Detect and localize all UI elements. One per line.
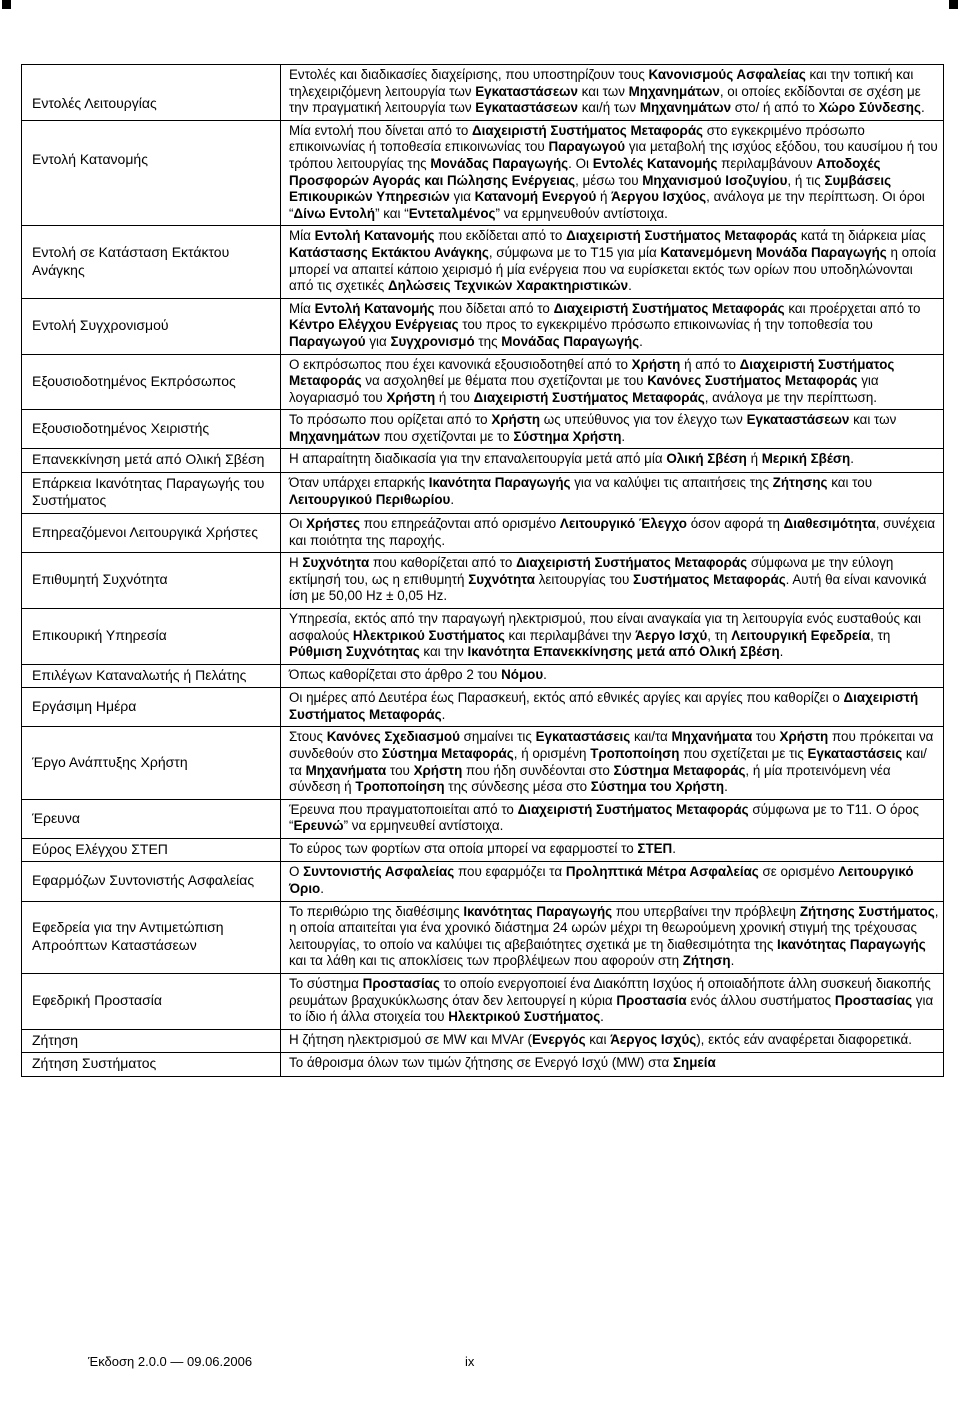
- definition-text: για να καλύψει τις απαιτήσεις της: [570, 474, 773, 490]
- definition-text: και την τοπική και τηλεχειριζόμενη λειτουργία των: [289, 67, 914, 99]
- glossary-term: Εξουσιοδοτημένος Χειριστής: [22, 410, 281, 449]
- glossary-definition: [281, 799, 944, 838]
- defined-term-ref: Άεργο Ισχύ: [635, 627, 708, 643]
- defined-term-ref: Άεργου Ισχύος: [611, 189, 707, 205]
- definition-text: Το σύστημα: [289, 976, 363, 992]
- definition-text: που εφαρμόζει τα: [454, 864, 566, 880]
- definition-text: Το άθροισμα όλων των τιμών ζήτησης σε Ενεργό Ισχύ (MW) στα: [289, 1055, 673, 1071]
- definition-text: , ή μία προτεινόμενη νέα σύνδεση ή: [289, 762, 891, 795]
- defined-term-ref: Χρήστες: [306, 515, 360, 531]
- definition-text: Το πρόσωπο που ορίζεται από το: [289, 412, 492, 428]
- glossary-row: [22, 120, 944, 226]
- glossary-term: Εντολές Λειτουργίας: [22, 65, 281, 121]
- definition-text: ή: [746, 451, 762, 467]
- glossary-term: Εντολή Κατανομής: [22, 120, 281, 226]
- definition-text: να ασχοληθεί με θέματα που σχετίζονται με του: [361, 373, 648, 389]
- defined-term-ref: Ρύθμιση Συχνότητας: [289, 644, 420, 660]
- definition-text: ), εκτός εάν αναφέρεται διαφορετικά.: [696, 1031, 912, 1047]
- defined-term-ref: Σύστημα Μεταφοράς: [381, 746, 514, 761]
- defined-term-ref: Μονάδας Παραγωγής: [430, 155, 569, 171]
- definition-text: της σύνδεσης μέσα στο: [444, 779, 591, 795]
- definition-text: .: [639, 333, 643, 349]
- defined-term-ref: Εγκαταστάσεων: [475, 100, 579, 116]
- definition-text: ή από το: [680, 356, 740, 372]
- footer-page-number: ix: [465, 1354, 475, 1369]
- glossary-definition: [281, 608, 944, 664]
- definition-text: και την: [419, 644, 468, 660]
- defined-term-ref: Διαχειριστή Συστήματος Μεταφοράς: [517, 801, 749, 817]
- definition-text: για το ίδιο ή άλλα στοιχεία του: [289, 992, 934, 1025]
- definition-text: σε ορισμένο: [758, 864, 839, 880]
- defined-term-ref: Λειτουργικό Έλεγχο: [559, 515, 687, 531]
- defined-term-ref: Εντολή Κατανομής: [314, 228, 435, 244]
- definition-text: .: [320, 881, 324, 897]
- glossary-definition: [281, 472, 944, 513]
- definition-text: για λογαριασμό του: [289, 373, 879, 405]
- definition-text: που σχετίζεται με τις: [679, 746, 808, 761]
- defined-term-ref: Δίνω Εντολή: [293, 205, 376, 221]
- defined-term-ref: Μηχανημάτων: [289, 428, 381, 444]
- definition-text: για μεταβολή της ισχύος εξόδου, του καυσίμου ή του τρόπου λειτουργίας της: [289, 139, 938, 171]
- defined-term-ref: Αποδοχές Προσφορών Αγοράς και Πώλησης Ενέργειας: [289, 155, 881, 188]
- glossary-row: [22, 449, 944, 473]
- glossary-definition: [281, 901, 944, 973]
- defined-term-ref: Μηχανημάτων: [639, 100, 732, 116]
- definition-text: ως υπεύθυνος για τον έλεγχο των: [540, 412, 747, 428]
- defined-term-ref: Σύστημα Μεταφοράς: [613, 762, 746, 778]
- glossary-term: Έργο Ανάπτυξης Χρήστη: [22, 727, 281, 799]
- glossary-definition: [281, 727, 944, 799]
- definition-text: και: [585, 1031, 611, 1047]
- definition-text: του: [386, 762, 414, 778]
- defined-term-ref: Συστήματος Μεταφοράς: [633, 571, 786, 587]
- defined-term-ref: Σύστημα του Χρήστη: [590, 779, 725, 795]
- defined-term-ref: Σημεία: [673, 1055, 716, 1071]
- defined-term-ref: Προστασίας: [362, 976, 440, 992]
- definition-text: ” να ερμηνευθούν αντίστοιχα.: [495, 205, 668, 221]
- glossary-definition: [281, 449, 944, 473]
- definition-text: και περιλαμβάνει την: [504, 627, 636, 643]
- definition-text: λειτουργίας του: [535, 571, 634, 587]
- defined-term-ref: Εγκαταστάσεων: [746, 412, 850, 428]
- defined-term-ref: Ηλεκτρικού Συστήματος: [448, 1009, 601, 1025]
- definition-text: ή του: [435, 389, 474, 405]
- definition-text: .: [441, 706, 446, 722]
- definition-text: και/τα: [289, 746, 927, 778]
- defined-term-ref: Μηχανήματα: [671, 729, 753, 745]
- glossary-row: [22, 298, 944, 354]
- definition-text: το οποίο ενεργοποιεί ένα Διακόπτη Ισχύος ή οποιαδήποτε άλλη συσκευή διακοπής ρευμάτων βραχυκύκλωσης όταν δεν λειτουργεί η κύρια: [289, 976, 931, 1008]
- defined-term-ref: Προστασίας: [834, 992, 913, 1008]
- definition-text: .: [543, 666, 547, 682]
- definition-text: .: [621, 428, 626, 444]
- defined-term-ref: Χρήστη: [491, 412, 541, 428]
- defined-term-ref: Διαχειριστή Συστήματος Μεταφοράς: [516, 555, 748, 571]
- defined-term-ref: Μονάδας Παραγωγής: [501, 333, 640, 349]
- glossary-definition: [281, 513, 944, 552]
- definition-text: Η απαραίτητη διαδικασία για την επαναλειτουργία μετά από μία: [289, 451, 667, 467]
- defined-term-ref: ΣΤΕΠ: [637, 840, 673, 856]
- definition-text: , η οποία απαιτείται για ένα χρονικό διάστημα 24 ωρών μέχρι τη θεωρούμενη χρονική στιγμή της τρέχουσας λειτουργίας, το οποίο να καλύψει τις αβεβαιότητες σχετικά με τη διαθεσιμότητα της: [289, 903, 939, 952]
- defined-term-ref: Τροποποίηση: [355, 779, 445, 795]
- glossary-definition: [281, 410, 944, 449]
- definition-text: ” να ερμηνευθεί αντίστοιχα.: [343, 818, 504, 834]
- corner-mark-left: [2, 0, 11, 9]
- defined-term-ref: Ενεργός: [531, 1031, 586, 1047]
- glossary-term: Επιθυμητή Συχνότητα: [22, 553, 281, 609]
- definition-text: .: [850, 451, 854, 467]
- definition-text: που πρόκειται να συνδεθούν στο: [289, 729, 934, 761]
- definition-text: Ο εκπρόσωπος που έχει κανονικά εξουσιοδοτηθεί από το: [289, 356, 632, 372]
- defined-term-ref: Χρήστη: [413, 762, 463, 778]
- definition-text: που εκδίδεται από το: [434, 228, 567, 244]
- glossary-definition: [281, 838, 944, 862]
- definition-text: της: [474, 333, 502, 349]
- glossary-definition: [281, 553, 944, 609]
- definition-text: .: [779, 644, 784, 660]
- definition-text: στο/ ή από το: [731, 100, 819, 116]
- definition-text: Εντολές και διαδικασίες διαχείρισης, που υποστηρίζουν τους: [289, 67, 649, 82]
- definition-text: Οι ημέρες από Δευτέρα έως Παρασκευή, εκτός από εθνικές αργίες και αργίες που καθορίζει ο: [289, 690, 844, 706]
- definition-text: του: [752, 729, 780, 745]
- defined-term-ref: Μηχανισμού Ισοζυγίου: [642, 172, 788, 188]
- definition-text: Όταν υπάρχει επαρκής: [289, 474, 429, 490]
- glossary-row: [22, 1053, 944, 1077]
- defined-term-ref: Νόμου: [501, 666, 544, 682]
- definition-text: , ανάλογα με την περίπτωση.: [704, 389, 877, 405]
- definition-text: που ήδη συνδέονται στο: [462, 762, 614, 778]
- defined-term-ref: Κέντρο Ελέγχου Ενέργειας: [289, 317, 459, 333]
- glossary-term: Ζήτηση: [22, 1029, 281, 1053]
- definition-text: Το περιθώριο της διαθέσιμης: [289, 903, 464, 919]
- defined-term-ref: Κανόνες Συστήματος Μεταφοράς: [647, 373, 858, 389]
- glossary-row: [22, 472, 944, 513]
- definition-text: .: [672, 840, 676, 856]
- defined-term-ref: Παραγωγού: [289, 333, 366, 349]
- defined-term-ref: Ικανότητα Παραγωγής: [428, 474, 571, 490]
- definition-text: .: [724, 779, 728, 795]
- defined-term-ref: Συχνότητα: [468, 571, 536, 587]
- glossary-row: [22, 974, 944, 1030]
- glossary-term: Ζήτηση Συστήματος: [22, 1053, 281, 1077]
- glossary-definition: [281, 688, 944, 727]
- definition-text: που υπερβαίνει την πρόβλεψη: [612, 903, 800, 919]
- definition-text: Μία εντολή που δίνεται από το: [289, 122, 472, 138]
- definition-text: περιλαμβάνουν: [717, 155, 817, 171]
- definition-text: ” και “: [375, 205, 409, 221]
- definition-text: , τη: [870, 627, 891, 643]
- glossary-term: Επικουρική Υπηρεσία: [22, 608, 281, 664]
- definition-text: Υπηρεσία, εκτός από την παραγωγή ηλεκτρισμού, που είναι αναγκαία για τη λειτουργία ενός ευσταθούς και ασφαλούς: [289, 610, 921, 643]
- defined-term-ref: Δηλώσεις Τεχνικών Χαρακτηριστικών: [387, 278, 629, 294]
- definition-text: Μία: [289, 300, 315, 316]
- definition-text: που καθορίζεται από το: [369, 555, 517, 571]
- defined-term-ref: Κατάστασης Εκτάκτου Ανάγκης: [289, 244, 489, 260]
- glossary-definition: [281, 354, 944, 410]
- corner-mark-right: [949, 0, 958, 9]
- definition-text: , μέσω του: [575, 172, 643, 188]
- definition-text: , τη: [707, 627, 732, 643]
- glossary-definition: [281, 664, 944, 688]
- defined-term-ref: Σύστημα Χρήστη: [513, 428, 622, 444]
- defined-term-ref: Ζήτηση: [682, 953, 731, 969]
- definition-text: Οι: [289, 515, 307, 531]
- definition-text: του προς το εγκεκριμένο πρόσωπο επικοινωνίας ή την τοποθεσία του: [458, 317, 873, 333]
- definition-text: , ανάλογα με την περίπτωση. Οι όροι “: [289, 189, 925, 221]
- glossary-row: [22, 354, 944, 410]
- definition-text: κατά τη διάρκεια μίας: [797, 228, 926, 244]
- defined-term-ref: Χώρο Σύνδεσης: [818, 100, 921, 116]
- defined-term-ref: Ηλεκτρικού Συστήματος: [352, 627, 505, 643]
- defined-term-ref: Χρήστη: [386, 389, 436, 405]
- definition-text: που επηρεάζονται από ορισμένο: [359, 515, 560, 531]
- definition-text: , οι οποίες εκδίδονται σε σχέση με την πραγματική λειτουργία των: [289, 83, 921, 116]
- definition-text: σημαίνει τις: [459, 729, 536, 745]
- definition-text: . Οι: [568, 155, 593, 171]
- defined-term-ref: Κανόνες Σχεδιασμού: [326, 729, 460, 745]
- definition-text: και των: [577, 83, 629, 99]
- defined-term-ref: Συμβάσεις Επικουρικών Υπηρεσιών: [289, 172, 892, 205]
- glossary-definition: [281, 974, 944, 1030]
- defined-term-ref: Λειτουργικού Περιθωρίου: [289, 491, 451, 507]
- definition-text: Η: [289, 555, 303, 571]
- defined-term-ref: Κανονισμούς Ασφαλείας: [648, 67, 806, 82]
- glossary-definition: [281, 1029, 944, 1053]
- defined-term-ref: Παραγωγού: [548, 139, 626, 155]
- footer-edition: Έκδοση 2.0.0 — 09.06.2006: [88, 1354, 253, 1369]
- glossary-definition: [281, 226, 944, 298]
- glossary-row: [22, 862, 944, 901]
- defined-term-ref: Συντονιστής Ασφαλείας: [303, 864, 455, 880]
- defined-term-ref: Ικανότητα Επανεκκίνησης μετά από Ολική Σβέση: [467, 644, 780, 660]
- glossary-row: [22, 553, 944, 609]
- defined-term-ref: Εγκαταστάσεις: [535, 729, 631, 745]
- definition-text: σύμφωνα με την εύλογη εκτίμησή του, ως η επιθυμητή: [289, 555, 894, 587]
- defined-term-ref: Προληπτικά Μέτρα Ασφαλείας: [565, 864, 759, 880]
- definition-text: , σύμφωνα με το Τ15 για μία: [488, 244, 661, 260]
- defined-term-ref: Εγκαταστάσεων: [475, 83, 578, 99]
- defined-term-ref: Ικανότητας Παραγωγής: [463, 903, 613, 919]
- glossary-term: Εύρος Ελέγχου ΣΤΕΠ: [22, 838, 281, 862]
- definition-text: στο εγκεκριμένο πρόσωπο επικοινωνίας ή τοποθεσία επικοινωνίας του: [289, 122, 865, 155]
- definition-text: Μία: [289, 228, 315, 244]
- glossary-row: [22, 65, 944, 121]
- defined-term-ref: Χρήστη: [779, 729, 829, 745]
- definition-text: και/τα: [630, 729, 672, 745]
- glossary-term: Επάρκεια Ικανότητας Παραγωγής του Συστήματος: [22, 472, 281, 513]
- definition-text: και/ή των: [578, 100, 640, 116]
- glossary-definition: [281, 298, 944, 354]
- defined-term-ref: Εντολή Κατανομής: [314, 300, 435, 316]
- defined-term-ref: Άεργος Ισχύς: [610, 1031, 697, 1047]
- definition-text: Το εύρος των φορτίων στα οποία μπορεί να εφαρμοστεί το: [289, 840, 638, 856]
- glossary-term: Εφεδρεία για την Αντιμετώπιση Απροόπτων Καταστάσεων: [22, 901, 281, 973]
- defined-term-ref: Διαχειριστή Συστήματος Μεταφοράς: [472, 122, 704, 138]
- defined-term-ref: Ζήτησης Συστήματος: [799, 903, 935, 919]
- definition-text: . Αυτή θα είναι κανονικά ίση με 50,00 Hz ± 0,05 Hz.: [289, 571, 927, 604]
- glossary-row: [22, 1029, 944, 1053]
- definition-text: η οποία μπορεί να απαιτεί κάποιο χειρισμό ή μία ενέργεια που να ευρίσκεται εκτός των ορίων που υποδηλώνονται από τις σχετικές: [289, 244, 937, 294]
- glossary-row: [22, 688, 944, 727]
- defined-term-ref: Διαχειριστή Συστήματος Μεταφοράς: [566, 228, 798, 244]
- glossary-term: Εντολή σε Κατάσταση Εκτάκτου Ανάγκης: [22, 226, 281, 298]
- glossary-term: Εξουσιοδοτημένος Εκπρόσωπος: [22, 354, 281, 410]
- definition-text: , συνέχεια και ποιότητα της παροχής.: [289, 515, 936, 548]
- definition-text: σύμφωνα με το Τ11. Ο όρος “: [289, 801, 919, 834]
- definition-text: Η ζήτηση ηλεκτρισμού σε MW και MVAr (: [289, 1031, 532, 1047]
- defined-term-ref: Λειτουργικό Όριο: [289, 864, 914, 897]
- definition-text: , ή τις: [787, 172, 825, 188]
- definition-text: όσον αφορά τη: [686, 515, 784, 531]
- defined-term-ref: Διαχειριστή Συστήματος Μεταφοράς: [289, 690, 919, 722]
- defined-term-ref: Κατανεμόμενη Μονάδα Παραγωγής: [660, 244, 887, 260]
- glossary-term: Εφαρμόζων Συντονιστής Ασφαλείας: [22, 862, 281, 901]
- glossary-row: [22, 608, 944, 664]
- glossary-term: Επιλέγων Καταναλωτής ή Πελάτης: [22, 664, 281, 688]
- glossary-term: Εντολή Συγχρονισμού: [22, 298, 281, 354]
- glossary-definition: [281, 120, 944, 226]
- defined-term-ref: Εγκαταστάσεις: [807, 746, 903, 761]
- defined-term-ref: Προστασία: [616, 992, 687, 1008]
- definition-text: Έρευνα που πραγματοποιείται από το: [289, 801, 518, 817]
- defined-term-ref: Διαχειριστή Συστήματος Μεταφοράς: [473, 389, 705, 405]
- definition-text: που σχετίζονται με το: [380, 428, 514, 444]
- definition-text: για: [365, 333, 391, 349]
- glossary-term: Έρευνα: [22, 799, 281, 838]
- defined-term-ref: Χρήστη: [631, 356, 681, 372]
- definition-text: .: [730, 953, 735, 969]
- definition-text: .: [920, 100, 925, 116]
- glossary-row: [22, 901, 944, 973]
- definition-text: .: [600, 1009, 604, 1025]
- defined-term-ref: Συχνότητα: [302, 555, 370, 571]
- glossary-row: [22, 410, 944, 449]
- defined-term-ref: Ερευνώ: [293, 818, 344, 834]
- definition-text: ενός άλλου συστήματος: [686, 992, 835, 1008]
- glossary-term: Εργάσιμη Ημέρα: [22, 688, 281, 727]
- defined-term-ref: Μηχανημάτων: [628, 83, 720, 99]
- definition-text: Στους: [289, 729, 327, 745]
- defined-term-ref: Κατανομή Ενεργού: [474, 189, 597, 205]
- glossary-row: [22, 727, 944, 799]
- glossary-term: Επανεκκίνηση μετά από Ολική Σβέση: [22, 449, 281, 473]
- defined-term-ref: Λειτουργική Εφεδρεία: [731, 627, 871, 643]
- definition-text: και του: [827, 474, 873, 490]
- definition-text: Όπως καθορίζεται στο άρθρο 2 του: [289, 666, 502, 682]
- defined-term-ref: Μερική Σβέση: [761, 451, 851, 467]
- glossary-row: [22, 664, 944, 688]
- defined-term-ref: Ζήτησης: [772, 474, 828, 490]
- glossary-row: [22, 799, 944, 838]
- glossary-definition: [281, 862, 944, 901]
- glossary-row: [22, 226, 944, 298]
- defined-term-ref: Διαχειριστή Συστήματος Μεταφοράς: [553, 300, 785, 316]
- defined-term-ref: Εντολές Κατανομής: [592, 155, 718, 171]
- glossary-term: Επηρεαζόμενοι Λειτουργικά Χρήστες: [22, 513, 281, 552]
- glossary-definition: [281, 1053, 944, 1077]
- defined-term-ref: Ικανότητας Παραγωγής: [777, 936, 926, 952]
- definition-text: , ή ορισμένη: [513, 746, 591, 761]
- defined-term-ref: Μηχανήματα: [305, 762, 387, 778]
- definition-text: που δίδεται από το: [434, 300, 554, 316]
- defined-term-ref: Διαθεσιμότητα: [783, 515, 876, 531]
- defined-term-ref: Εντεταλμένος: [408, 205, 496, 221]
- definition-text: και προέρχεται από το: [784, 300, 921, 316]
- glossary-table: [21, 64, 944, 1077]
- defined-term-ref: Διαχειριστή Συστήματος Μεταφοράς: [289, 356, 895, 389]
- definition-text: και τα λάθη και τις αποκλίσεις των προβλέψεων που αφορούν στη: [289, 953, 683, 969]
- definition-text: για: [449, 189, 475, 205]
- glossary-row: [22, 838, 944, 862]
- definition-text: .: [628, 278, 632, 294]
- glossary-definition: [281, 65, 944, 121]
- defined-term-ref: Τροποποίηση: [590, 746, 680, 761]
- definition-text: ή: [596, 189, 612, 205]
- definition-text: Ο: [289, 864, 304, 880]
- defined-term-ref: Συγχρονισμό: [390, 333, 475, 349]
- glossary-row: [22, 513, 944, 552]
- definition-text: .: [450, 491, 455, 507]
- definition-text: και των: [849, 412, 897, 428]
- glossary-term: Εφεδρική Προστασία: [22, 974, 281, 1030]
- defined-term-ref: Ολική Σβέση: [666, 451, 747, 467]
